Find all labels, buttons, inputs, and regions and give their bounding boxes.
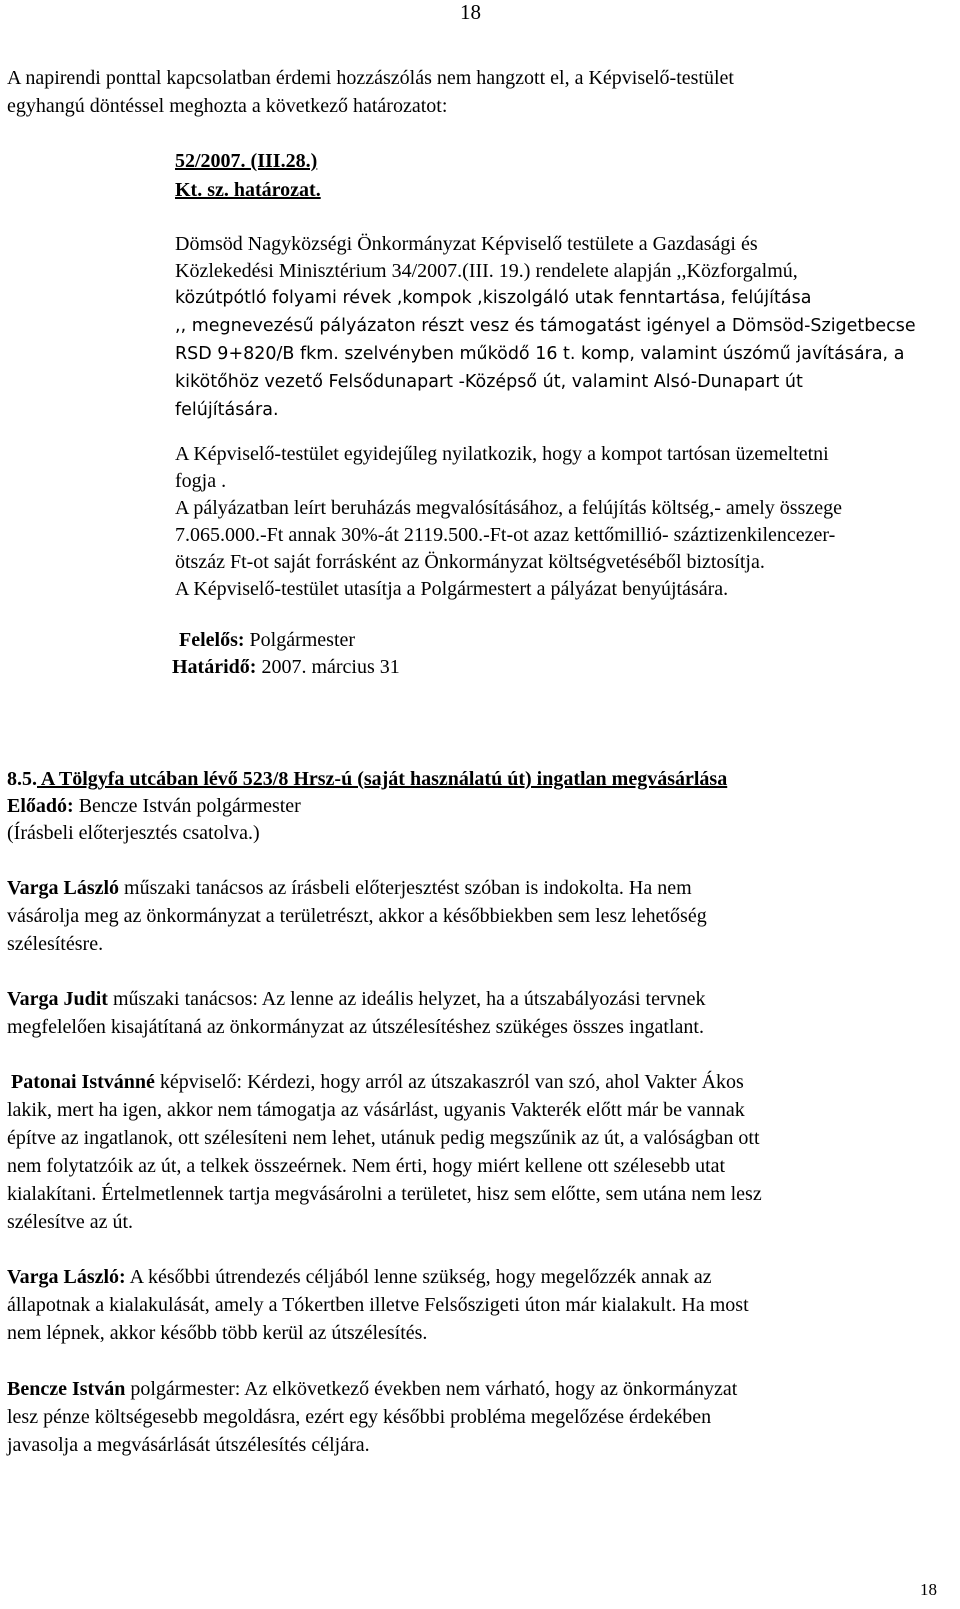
speech-3-line-5: kialakítani. Értelmetlennek tartja megvásárolni a területet, hisz sem előtte, sem utána nem lesz: [7, 1183, 762, 1205]
resolution-body-line-1: Dömsöd Nagyközségi Önkormányzat Képviselő testülete a Gazdasági és: [175, 233, 758, 255]
speech-3-speaker: Patonai Istvánné: [11, 1071, 155, 1093]
speech-3-line-6: szélesítve az út.: [7, 1211, 134, 1233]
speech-2-line-1: Varga Judit műszaki tanácsos: Az lenne az ideális helyzet, ha a útszabályozási tervnek: [7, 988, 706, 1010]
responsible-label: Felelős:: [179, 629, 245, 651]
resolution-type: Kt. sz. határozat.: [175, 179, 321, 201]
page-number-bottom: 18: [920, 1580, 937, 1599]
deadline-row: [172, 653, 400, 681]
resolution-decl-line-6: A Képviselő-testület utasítja a Polgármestert a pályázat benyújtására.: [175, 578, 729, 600]
presenter-value: Bencze István polgármester: [73, 795, 301, 817]
speech-4-speaker: Varga László:: [7, 1266, 126, 1288]
responsible-value: Polgármester: [244, 629, 356, 651]
presenter-label: Előadó:: [7, 795, 74, 817]
resolution-body-line-7: felújítására.: [175, 400, 279, 420]
speech-1-line-1: Varga László műszaki tanácsos az írásbeli előterjesztést szóban is indokolta. Ha nem: [7, 877, 692, 899]
resolution-decl-line-1: A Képviselő-testület egyidejűleg nyilatkozik, hogy a kompot tartósan üzemeltetni: [175, 443, 829, 465]
resolution-body-line-6: kikötőhöz vezető Felsődunapart -Középső út, valamint Alsó-Dunapart út: [175, 372, 803, 392]
speech-4-line-3: nem lépnek, akkor később több kerül az útszélesítés.: [7, 1322, 428, 1344]
resolution-body-line-5: RSD 9+820/B fkm. szelvényben működő 16 t. komp, valamint úszómű javítására, a: [175, 344, 905, 364]
resolution-decl-line-4: 7.065.000.-Ft annak 30%-át 2119.500.-Ft-ot azaz kettőmillió- száztizenkilencezer-: [175, 524, 836, 546]
presenter-row: [7, 792, 301, 820]
speech-5-speaker: Bencze István: [7, 1378, 126, 1400]
speech-2-speaker: Varga Judit: [7, 988, 108, 1010]
resolution-body-line-4: ,, megnevezésű pályázaton részt vesz és támogatást igényel a Dömsöd-Szigetbecse: [175, 316, 916, 336]
page-number-top: 18: [460, 0, 481, 24]
speech-3-line-1: Patonai Istvánné képviselő: Kérdezi, hogy arról az útszakaszról van szó, ahol Vakter Ákos: [11, 1071, 744, 1093]
resolution-decl-line-2: fogja .: [175, 470, 227, 492]
speech-1-line-3: szélesítésre.: [7, 933, 104, 955]
speech-4-line-1: Varga László: A későbbi útrendezés céljából lenne szükség, hogy megelőzzék annak az: [7, 1266, 712, 1288]
speech-1-line-2: vásárolja meg az önkormányzat a területrészt, akkor a későbbiekben sem lesz lehetőség: [7, 905, 707, 927]
speech-5-line-3: javasolja a megvásárlását útszélesítés céljára.: [7, 1434, 370, 1456]
resolution-number: 52/2007. (III.28.): [175, 150, 318, 172]
intro-line-2: egyhangú döntéssel meghozta a következő határozatot:: [7, 95, 448, 117]
intro-line-1: A napirendi ponttal kapcsolatban érdemi hozzászólás nem hangzott el, a Képviselő-testület: [7, 67, 734, 89]
section-title: A Tölgyfa utcában lévő 523/8 Hrsz-ú (saját használatú út) ingatlan megvásárlása: [37, 768, 728, 790]
speech-4-line-2: állapotnak a kialakulását, amely a Tókertben illetve Felsőszigeti úton már kialakult. Ha most: [7, 1294, 749, 1316]
deadline-label: Határidő:: [172, 656, 257, 678]
section-heading: [7, 765, 727, 793]
resolution-body-line-3: közútpótló folyami révek ,kompok ,kiszolgáló utak fenntartása, felújítása: [175, 288, 812, 308]
speech-2-line-2: megfelelően kisajátítaná az önkormányzat az útszélesítéshez szükéges összes ingatlant.: [7, 1016, 704, 1038]
speech-3-line-2: lakik, mert ha igen, akkor nem támogatja az vásárlást, ugyanis Vakterék előtt már be vannak: [7, 1099, 745, 1121]
speech-1-speaker: Varga László: [7, 877, 120, 899]
deadline-value: 2007. március 31: [256, 656, 400, 678]
speech-5-line-2: lesz pénze költségesebb megoldásra, ezért egy későbbi probléma megelőzése érdekében: [7, 1406, 712, 1428]
speech-5-line-1: Bencze István polgármester: Az elkövetkező években nem várható, hogy az önkormányzat: [7, 1378, 738, 1400]
resolution-body-line-2: Közlekedési Minisztérium 34/2007.(III. 19.) rendelete alapján ,,Közforgalmú,: [175, 260, 798, 282]
responsible-row: [179, 626, 355, 654]
speech-3-line-3: építve az ingatlanok, ott szélesíteni nem lehet, utánuk pedig megszűnik az út, a valóságban ott: [7, 1127, 760, 1149]
resolution-decl-line-3: A pályázatban leírt beruházás megvalósításához, a felújítás költség,- amely összege: [175, 497, 842, 519]
section-number: 8.5.: [7, 768, 37, 790]
attachment-note: (Írásbeli előterjesztés csatolva.): [7, 822, 260, 844]
resolution-decl-line-5: ötszáz Ft-ot saját forrásként az Önkormányzat költségvetéséből biztosítja.: [175, 551, 765, 573]
speech-3-line-4: nem folytatzóik az út, a telkek összeérnek. Nem érti, hogy miért kellene ott szélesebb utat: [7, 1155, 726, 1177]
